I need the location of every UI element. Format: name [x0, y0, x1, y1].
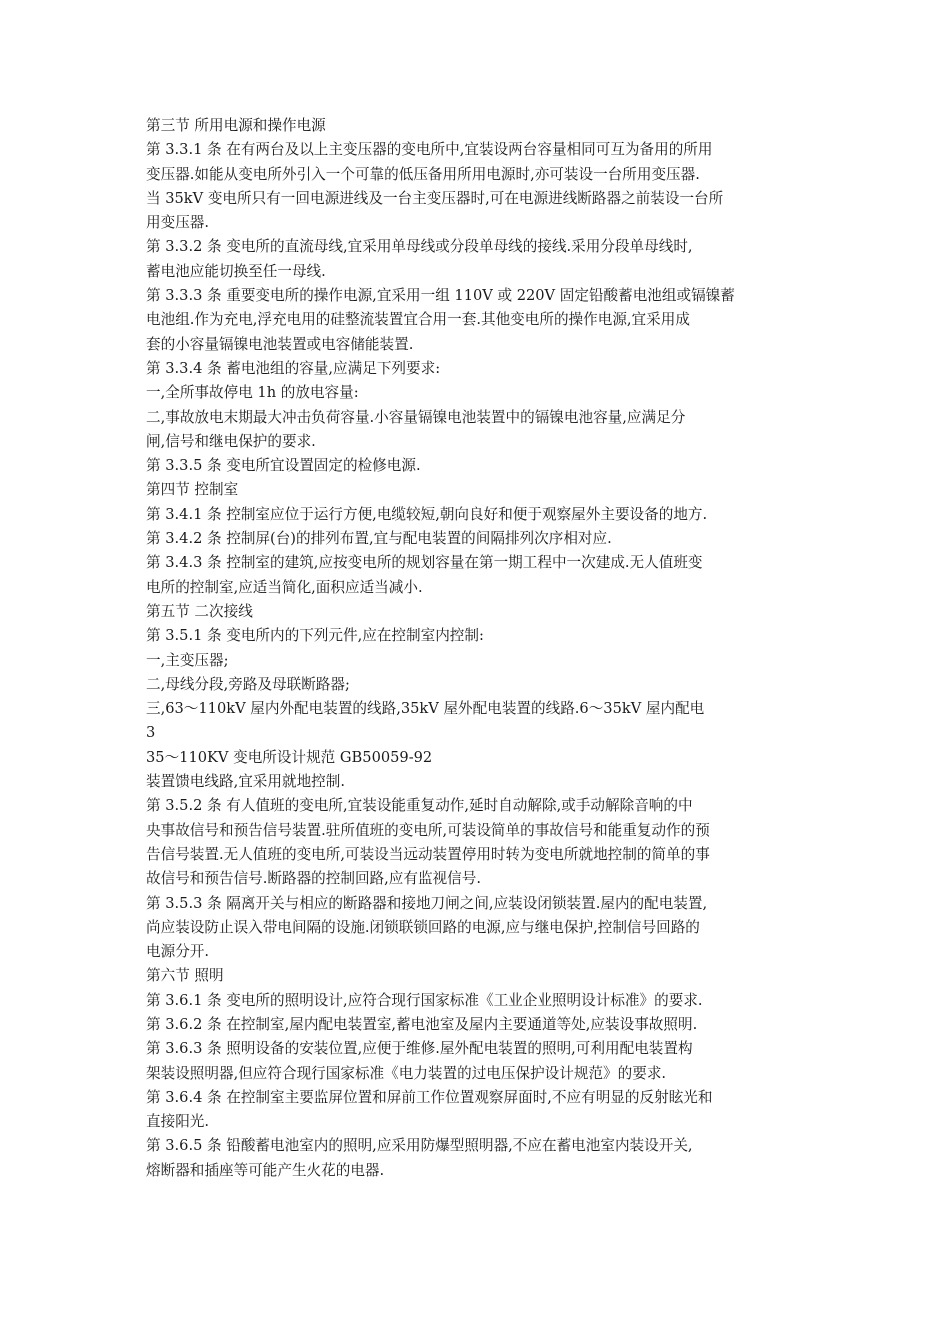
text-line: 直接阳光. — [146, 1113, 210, 1131]
text-line: 第 3.3.3 条 重要变电所的操作电源,宜采用一组 110V 或 220V 固定铅酸蓄电池组或镉镍蓄 — [146, 287, 735, 305]
text-line: 电源分开. — [146, 943, 210, 961]
text-line: 第 3.5.1 条 变电所内的下列元件,应在控制室内控制: — [146, 627, 484, 645]
text-line: 第 3.4.1 条 控制室应位于运行方便,电缆较短,朝向良好和便于观察屋外主要设备的地方. — [146, 505, 708, 523]
text-line: 装置馈电线路,宜采用就地控制. — [146, 773, 345, 791]
text-line: 用变压器. — [146, 214, 210, 232]
text-line: 第 3.4.2 条 控制屏(台)的排列布置,宜与配电装置的间隔排列次序相对应. — [146, 530, 612, 548]
text-line: 第 3.3.5 条 变电所宜设置固定的检修电源. — [146, 457, 421, 475]
text-line: 熔断器和插座等可能产生火花的电器. — [146, 1161, 385, 1179]
text-line: 第 3.6.2 条 在控制室,屋内配电装置室,蓄电池室及屋内主要通道等处,应装设事故照明. — [146, 1015, 698, 1033]
text-line: 第 3.5.3 条 隔离开关与相应的断路器和接地刀闸之间,应装设闭锁装置.屋内的配电装置, — [146, 894, 708, 912]
text-line: 第五节 二次接线 — [146, 602, 253, 620]
text-line: 闸,信号和继电保护的要求. — [146, 432, 316, 450]
text-line: 架装设照明器,但应符合现行国家标准《电力装置的过电压保护设计规范》的要求. — [146, 1064, 667, 1082]
document-body — [146, 114, 826, 1183]
text-line: 二,母线分段,旁路及母联断路器; — [146, 675, 350, 693]
text-line: 一,主变压器; — [146, 651, 229, 669]
text-line: 电池组.作为充电,浮充电用的硅整流装置宜合用一套.其他变电所的操作电源,宜采用成 — [146, 311, 690, 329]
text-line: 第 3.6.3 条 照明设备的安装位置,应便于维修.屋外配电装置的照明,可利用配电装置构 — [146, 1040, 693, 1058]
text-line: 当 35kV 变电所只有一回电源进线及一台主变压器时,可在电源进线断路器之前装设一台所 — [146, 189, 724, 207]
text-line: 第三节 所用电源和操作电源 — [146, 117, 326, 134]
text-line: 第 3.5.2 条 有人值班的变电所,宜装设能重复动作,延时自动解除,或手动解除音响的中 — [146, 797, 693, 815]
text-line: 蓄电池应能切换至任一母线. — [146, 262, 326, 280]
text-line: 35～110KV 变电所设计规范 GB50059-92 — [146, 748, 433, 766]
text-line: 第 3.6.1 条 变电所的照明设计,应符合现行国家标准《工业企业照明设计标准》的要求. — [146, 991, 703, 1009]
text-line: 第 3.3.2 条 变电所的直流母线,宜采用单母线或分段单母线的接线.采用分段单母线时, — [146, 238, 693, 256]
text-line: 第 3.3.1 条 在有两台及以上主变压器的变电所中,宜装设两台容量相同可互为备用的所用 — [146, 141, 713, 159]
text-line: 三,63～110kV 屋内外配电装置的线路,35kV 屋外配电装置的线路.6～35kV 屋内配电 — [146, 700, 705, 718]
text-line: 第 3.4.3 条 控制室的建筑,应按变电所的规划容量在第一期工程中一次建成.无人值班变 — [146, 554, 703, 572]
text-line: 第六节 照明 — [146, 967, 224, 985]
text-line: 尚应装设防止误入带电间隔的设施.闭锁联锁回路的电源,应与继电保护,控制信号回路的 — [146, 918, 700, 936]
text-line: 电所的控制室,应适当简化,面积应适当减小. — [146, 578, 423, 596]
text-line: 第 3.3.4 条 蓄电池组的容量,应满足下列要求: — [146, 359, 441, 377]
text-line: 第 3.6.5 条 铅酸蓄电池室内的照明,应采用防爆型照明器,不应在蓄电池室内装设开关, — [146, 1137, 693, 1155]
text-line: 3 — [146, 724, 156, 742]
text-line: 变压器.如能从变电所外引入一个可靠的低压备用所用电源时,亦可装设一台所用变压器. — [146, 165, 700, 183]
text-line: 告信号装置.无人值班的变电所,可装设当远动装置停用时转为变电所就地控制的简单的事 — [146, 845, 710, 863]
text-line: 故信号和预告信号.断路器的控制回路,应有监视信号. — [146, 870, 481, 888]
text-line: 一,全所事故停电 1h 的放电容量: — [146, 384, 359, 402]
text-line: 第四节 控制室 — [146, 481, 239, 499]
text-line: 第 3.6.4 条 在控制室主要监屏位置和屏前工作位置观察屏面时,不应有明显的反射眩光和 — [146, 1088, 713, 1106]
text-line: 央事故信号和预告信号装置.驻所值班的变电所,可装设简单的事故信号和能重复动作的预 — [146, 821, 710, 839]
text-line: 二,事故放电末期最大冲击负荷容量.小容量镉镍电池装置中的镉镍电池容量,应满足分 — [146, 408, 686, 426]
text-line: 套的小容量镉镍电池装置或电容储能装置. — [146, 335, 414, 353]
